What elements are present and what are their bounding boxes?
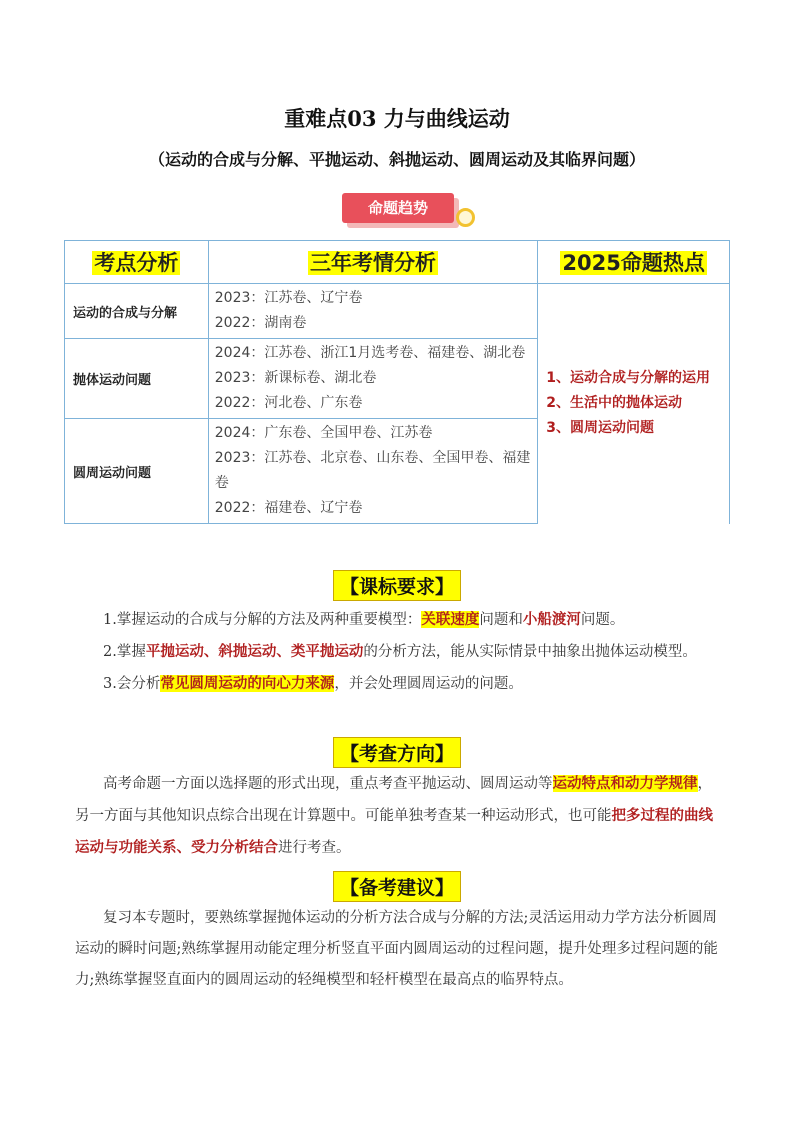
kebiao-paragraph [75,604,725,700]
year-line: 2023：江苏卷、辽宁卷 [214,290,363,306]
badge-label: 命题趋势 [342,193,454,223]
row-topic: 抛体运动问题 [65,339,209,419]
hotspot-item: 1、运动合成与分解的运用 [546,370,710,387]
emphasis-text: 小船渡河 [522,611,581,628]
text-run: 进行考查。 [278,840,351,856]
year-line: 2022：河北卷、广东卷 [214,395,363,411]
emphasis-text: 平抛运动、斜抛运动、类平抛运动 [145,643,364,660]
beikao-paragraph: 复习本专题时，要熟练掌握抛体运动的分析方法合成与分解的方法;灵活运用动力学方法分析圆周运动的瞬时问题;熟练掌握用动能定理分析竖直平面内圆周运动的过程问题，提升处理多过程问题的能力;熟练掌握竖直面内的圆周运动的轻绳模型和轻杆模型在最高点的临界特点。 [75,910,718,988]
section-heading-label: 【备考建议】 [333,871,461,902]
kebiao-item-2 [75,636,725,668]
year-line: 2023：新课标卷、湖北卷 [214,370,377,386]
highlight-text: 常见圆周运动的向心力来源 [160,675,335,692]
text-run: 3.会分析 [103,676,161,692]
section-heading-label: 【考查方向】 [333,737,461,768]
text-run: 2.掌握 [103,644,146,660]
section-heading-kaocha [0,737,794,768]
header-hot-label: 2025命题热点 [562,251,705,275]
table-header-row [65,241,730,284]
hotspot-cell [538,284,730,524]
header-years-label: 三年考情分析 [310,251,436,275]
trend-badge [342,193,474,233]
ring-icon [456,208,475,227]
row-years [208,339,537,419]
text-run: ，另一方面与其他知识点综合出现在计算题中。可能单独考查某一种运动形式，也可能 [75,776,712,824]
text-run: 问题。 [580,612,625,628]
table-row [65,284,730,339]
text-run: 的分析方法，能从实际情景中抽象出抛体运动模型。 [363,644,697,660]
trend-table [64,240,730,524]
section-heading-beikao [0,871,794,902]
highlight-text: 运动特点和动力学规律 [552,775,698,792]
section-heading-label: 【课标要求】 [333,570,461,601]
page-subtitle: （运动的合成与分解、平抛运动、斜抛运动、圆周运动及其临界问题） [148,150,645,169]
year-line: 2022：湖南卷 [214,315,307,331]
highlight-text: 关联速度 [421,611,480,628]
row-years [208,419,537,524]
year-line: 2023：江苏卷、北京卷、山东卷、全国甲卷、福建卷 [214,450,531,491]
text-run: 高考命题一方面以选择题的形式出现，重点考查平抛运动、圆周运动等 [103,776,553,792]
page-title: 重难点03 力与曲线运动 [284,106,510,131]
year-line: 2022：福建卷、辽宁卷 [214,500,363,516]
section-heading-kebiao [0,570,794,601]
kaocha-paragraph [75,768,725,864]
text-run: 问题和 [479,612,523,628]
kebiao-item-3 [75,668,725,700]
year-line: 2024：江苏卷、浙江1月选考卷、福建卷、湖北卷 [214,345,526,361]
emphasis-text: 把多过程的曲线运动与功能关系、受力分析结合 [75,807,713,856]
text-run: ，并会处理圆周运动的问题。 [334,676,523,692]
hotspot-item: 2、生活中的抛体运动 [546,395,682,412]
header-hot [538,241,730,284]
kebiao-item-1 [75,604,725,636]
row-years [208,284,537,339]
hotspot-item: 3、圆周运动问题 [546,420,654,437]
row-topic: 运动的合成与分解 [65,284,209,339]
header-years [208,241,537,284]
header-topic [65,241,209,284]
row-topic: 圆周运动问题 [65,419,209,524]
header-topic-label: 考点分析 [94,251,179,275]
year-line: 2024：广东卷、全国甲卷、江苏卷 [214,425,433,441]
text-run: 1.掌握运动的合成与分解的方法及两种重要模型： [103,612,422,628]
